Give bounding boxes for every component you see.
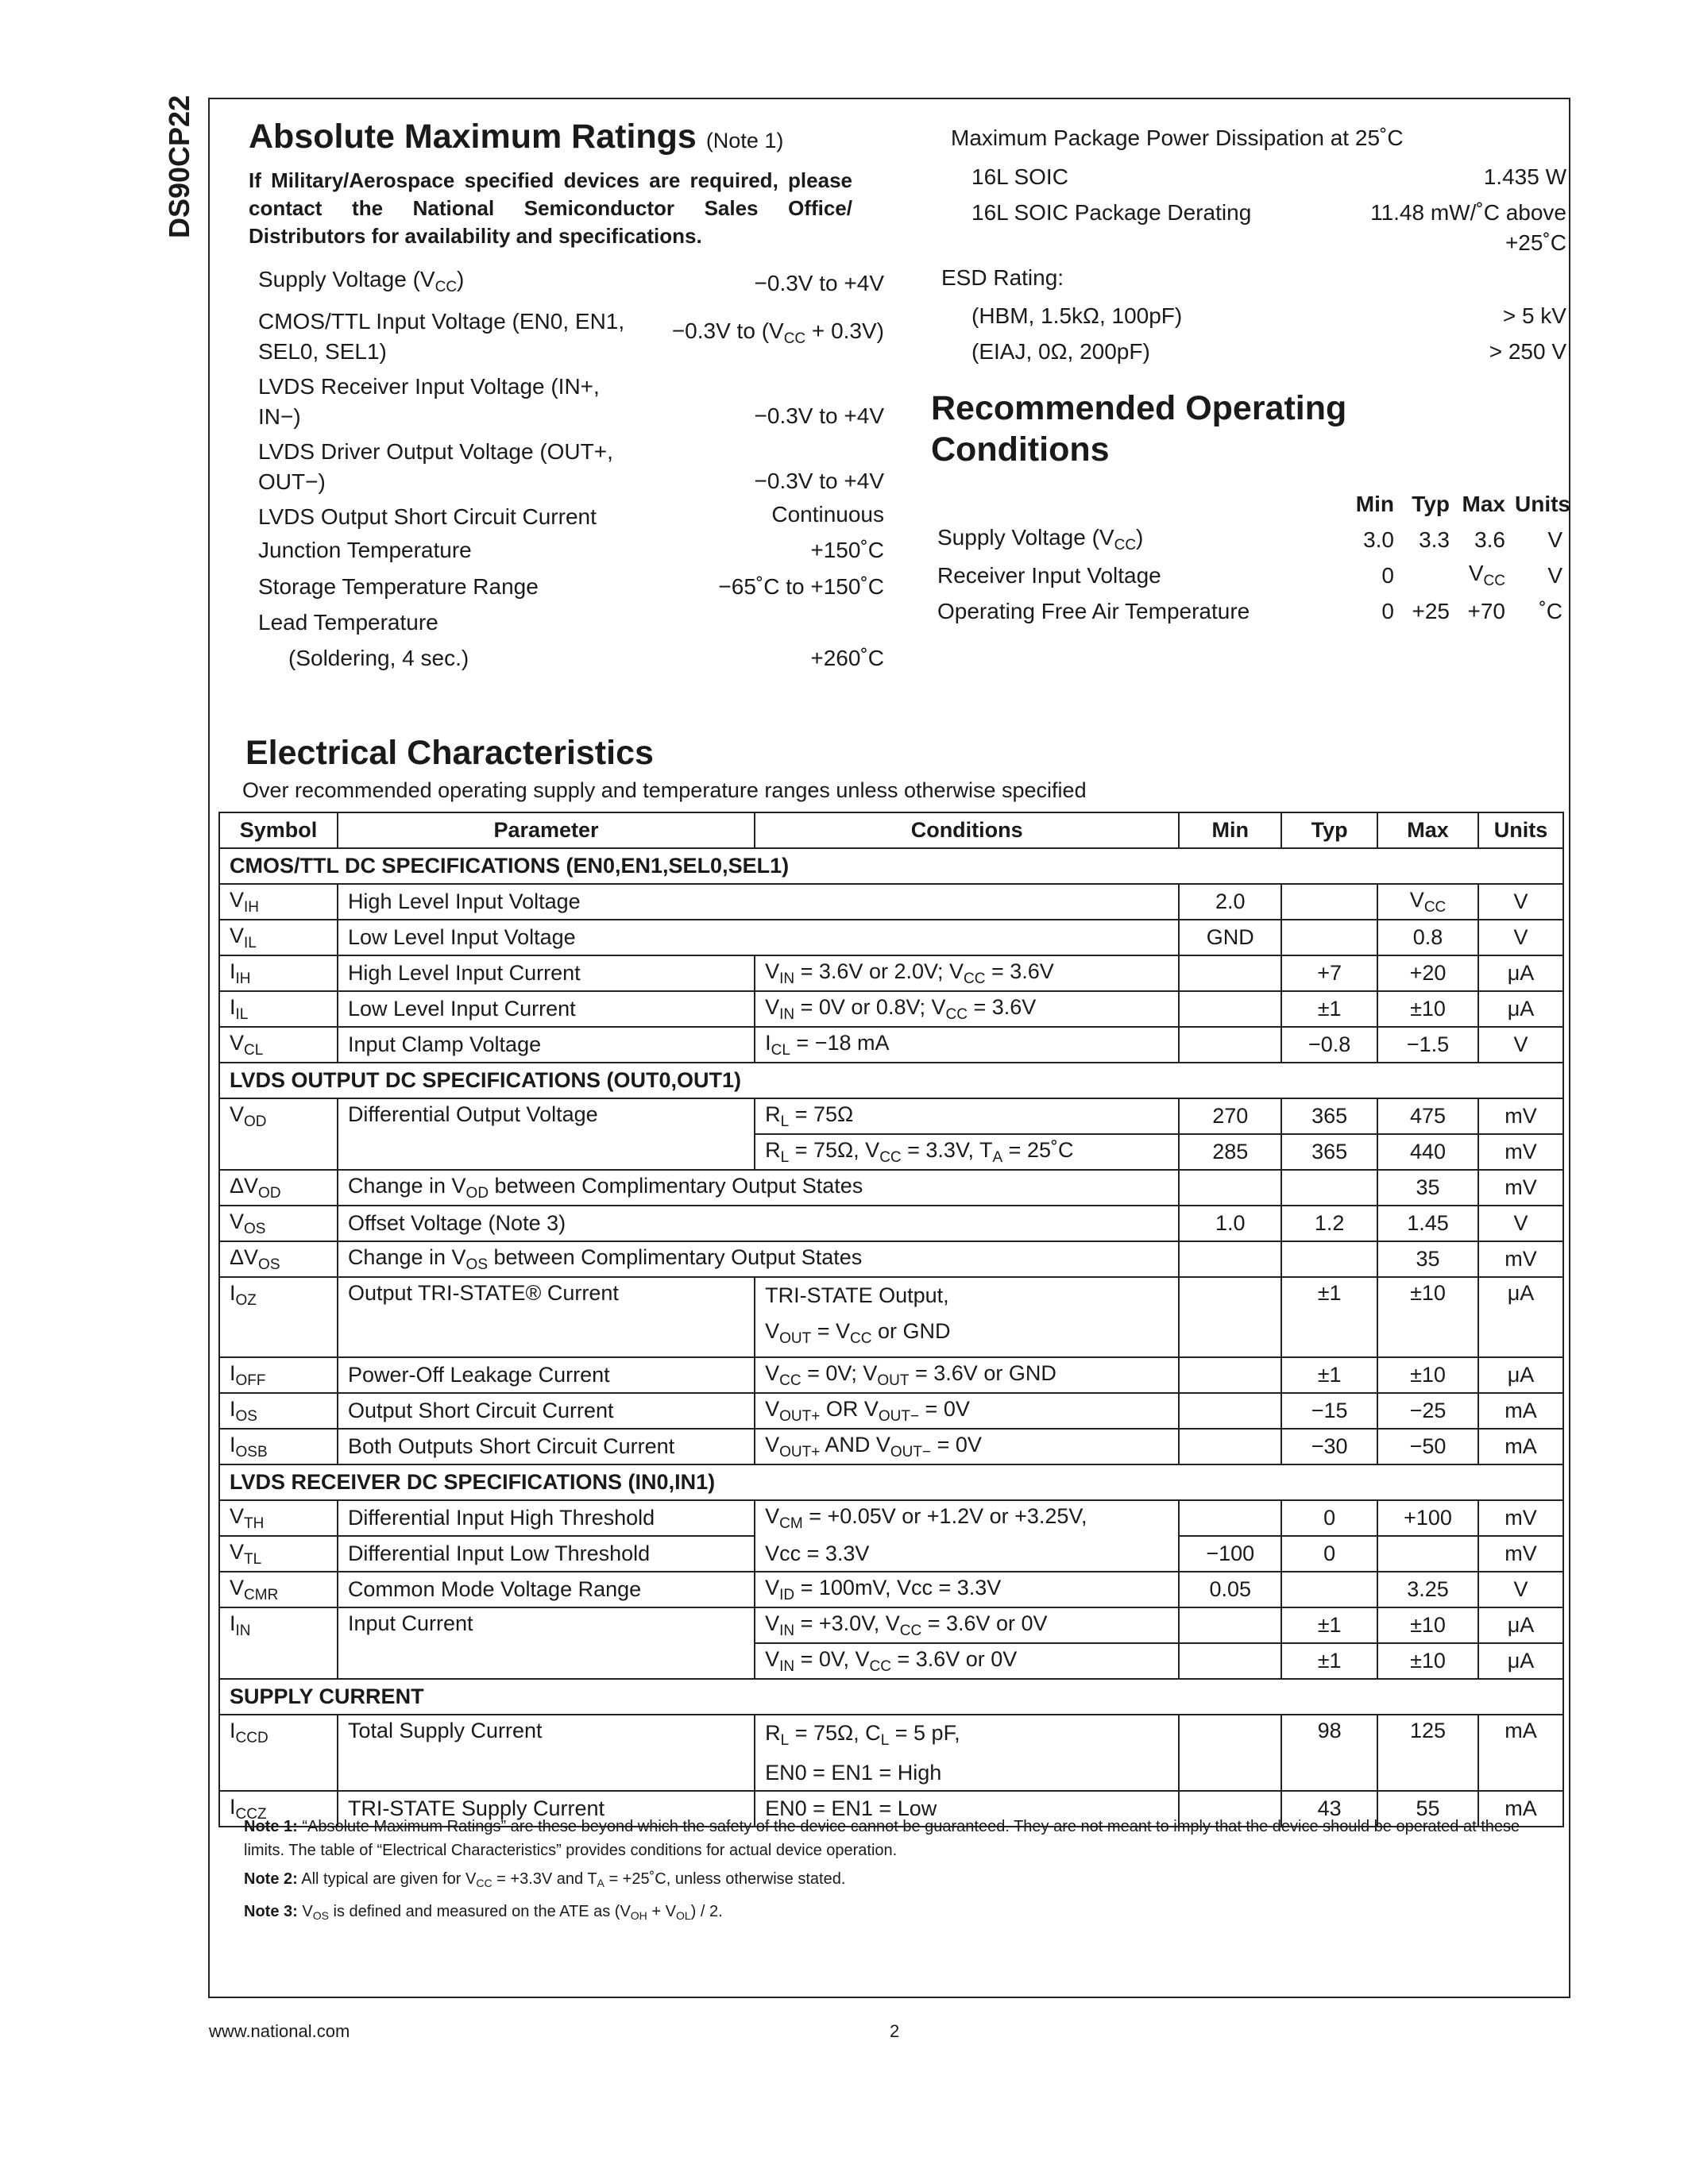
abs-max-note-ref: (Note 1) <box>705 129 784 152</box>
abs-max-row: Storage Temperature Range −65˚C to +150˚C <box>258 573 884 599</box>
ec-row-iil: $I_{IL}$ Low Level Input Current $V_{IN} = 0V$ or 0.8V; $V_{CC} = 3.6V$ ±1 ±10 μA <box>219 991 1563 1027</box>
ec-row-iin-2: $V_{IN} = 0V$, $V_{CC} = 3.6V$ or 0V ±1 ±10 μA <box>219 1643 1563 1679</box>
note-1: Note 1: “Absolute Maximum Ratings” are these beyond which the safety of the device cannot be guaranteed. They are not meant to imply that the device should be operated at these limits. The table of “Electrical Characteristics” provides conditions for actual device operation. <box>244 1818 1520 1859</box>
ec-row-iosb: $I_{OSB}$ Both Outputs Short Circuit Current $V_{OUT+}$ AND $V_{OUT-} = 0V$ −30 −50 mA <box>219 1429 1563 1464</box>
notes <box>244 1815 1547 1927</box>
esd-row: (HBM, 1.5kΩ, 100pF) > 5 kV <box>971 303 1566 328</box>
page-number: 2 <box>890 2021 900 2041</box>
abs-max-table <box>258 264 884 676</box>
roc-row: Supply Voltage $(V_{CC})$ 3.0 3.3 3.6 V <box>937 525 1562 554</box>
ec-section-row: CMOS/TTL DC SPECIFICATIONS (EN0,EN1,SEL0,SEL1) <box>219 848 1563 884</box>
abs-max-row: Supply Voltage $(V_{CC})$ −0.3V to +4V <box>258 267 884 295</box>
roc-header: Min Typ Max Units <box>1355 491 1570 516</box>
ec-row-vcmr: $V_{CMR}$ Common Mode Voltage Range $V_{ID} = 100mV$, Vcc = 3.3V 0.05 3.25 V <box>219 1572 1563 1607</box>
ec-header-row: Symbol Parameter Conditions Min Typ Max Units <box>219 812 1563 848</box>
ec-row-ioff: $I_{OFF}$ Power-Off Leakage Current $V_{CC} = 0V$; $V_{OUT} = 3.6V$ or GND ±1 ±10 μA <box>219 1357 1563 1393</box>
ec-row-vod: $V_{OD}$ Differential Output Voltage $R_L = 75\Omega$ 270 365 475 mV <box>219 1098 1563 1134</box>
roc-table <box>937 486 1570 629</box>
ec-row-iccz: $I_{CCZ}$ TRI-STATE Supply Current EN0 = EN1 = Low 43 55 mA <box>219 1791 1563 1827</box>
abs-max-row: Junction Temperature +150˚C <box>258 538 884 562</box>
note-2: Note 2: All typical are given for $V_{CC} = +3.3V$ and $T_A$ = +25˚C, unless otherwise stated. <box>244 1870 846 1889</box>
abs-max-row: LVDS Output Short Circuit Current Continuous <box>258 502 884 529</box>
ec-title: Electrical Characteristics <box>245 734 654 772</box>
note-3: Note 3: $V_{OS}$ is defined and measured on the ATE as $(V_{OH} + V_{OL}) / 2$. <box>244 1903 723 1922</box>
footer-url[interactable]: www.national.com <box>209 2021 350 2041</box>
military-warning: If Military/Aerospace specified devices are required, please contact the National Semiconductor Sales Office/ Distributors for availability and specifications. <box>249 168 852 248</box>
ec-row-ios: $I_{OS}$ Output Short Circuit Current $V_{OUT+}$ OR $V_{OUT-} = 0V$ −15 −25 mA <box>219 1393 1563 1429</box>
ec-row-vih: $V_{IH}$ High Level Input Voltage 2.0 $V_{CC}$ V <box>219 884 1563 920</box>
ec-row-dvos: $\Delta V_{OS}$ Change in $V_{OS}$ between Complimentary Output States 35 mV <box>219 1241 1563 1277</box>
ec-row-vtl: $V_{TL}$ Differential Input Low Threshold Vcc = 3.3V −100 0 mV <box>219 1536 1563 1572</box>
ec-row-vod-2: $R_L = 75\Omega$, $V_{CC} = 3.3V$, $T_A$ = 25˚C 285 365 440 mV <box>219 1134 1563 1170</box>
ec-row-vcl: $V_{CL}$ Input Clamp Voltage $I_{CL} = -18$ mA −0.8 −1.5 V <box>219 1027 1563 1063</box>
abs-max-row: CMOS/TTL Input Voltage (EN0, EN1, SEL0, SEL1) −0.3V to $(V_{CC} + 0.3V)$ <box>258 309 884 364</box>
ec-subtitle: Over recommended operating supply and temperature ranges unless otherwise specified <box>242 778 1087 802</box>
abs-max-title-text: Absolute Maximum Ratings <box>249 118 697 156</box>
power-title: Maximum Package Power Dissipation at 25˚C <box>951 125 1404 150</box>
abs-max-row: LVDS Driver Output Voltage (OUT+, OUT−) −0.3V to +4V <box>258 439 884 494</box>
ec-section-row: LVDS OUTPUT DC SPECIFICATIONS (OUT0,OUT1) <box>219 1063 1563 1098</box>
ec-section-row: SUPPLY CURRENT <box>219 1679 1563 1715</box>
ec-row-ioz: $I_{OZ}$ Output TRI-STATE® Current TRI-STATE Output, $V_{OUT} = V_{CC}$ or GND ±1 ±10 μA <box>219 1277 1563 1357</box>
ec-row-dvod: $\Delta V_{OD}$ Change in $V_{OD}$ between Complimentary Output States 35 mV <box>219 1170 1563 1206</box>
ec-row-vil: $V_{IL}$ Low Level Input Voltage GND 0.8 V <box>219 920 1563 955</box>
abs-max-row: Lead Temperature <box>258 610 438 635</box>
abs-max-row: (Soldering, 4 sec.) +260˚C <box>288 645 884 670</box>
roc-row: Receiver Input Voltage 0 $V_{CC}$ V <box>937 561 1562 589</box>
power-table <box>941 159 1566 369</box>
side-part-number: DS90CP22 <box>163 95 195 238</box>
esd-row: (EIAJ, 0Ω, 200pF) > 250 V <box>971 338 1566 364</box>
ec-row-iih: $I_{IH}$ High Level Input Current $V_{IN} = 3.6V$ or 2.0V; $V_{CC} = 3.6V$ +7 +20 μA <box>219 955 1563 991</box>
ec-row-iin: $I_{IN}$ Input Current $V_{IN} = +3.0V$, $V_{CC} = 3.6V$ or 0V ±1 ±10 μA <box>219 1607 1563 1643</box>
roc-title: Recommended Operating Conditions <box>931 389 1347 469</box>
ec-row-vth: $V_{TH}$ Differential Input High Threshold $V_{CM} = +0.05V$ or +1.2V or +3.25V, 0 +100 mV <box>219 1500 1563 1536</box>
power-row: 16L SOIC 1.435 W <box>971 164 1566 189</box>
abs-max-row: LVDS Receiver Input Voltage (IN+, IN−) −0.3V to +4V <box>258 374 884 429</box>
ec-section-row: LVDS RECEIVER DC SPECIFICATIONS (IN0,IN1) <box>219 1464 1563 1500</box>
abs-max-title <box>249 118 783 156</box>
roc-row: Operating Free Air Temperature 0 +25 +70 ˚C <box>937 598 1562 623</box>
ec-table <box>218 812 1564 1827</box>
ec-row-vos: $V_{OS}$ Offset Voltage (Note 3) 1.0 1.2 1.45 V <box>219 1206 1563 1241</box>
power-row: 16L SOIC Package Derating 11.48 mW/˚C above +25˚C <box>971 200 1566 255</box>
esd-title-row: ESD Rating: <box>941 265 1064 290</box>
ec-row-iccd: $I_{CCD}$ Total Supply Current $R_L = 75\Omega$, $C_L = 5$ pF, EN0 = EN1 = High 98 125 mA <box>219 1715 1563 1791</box>
